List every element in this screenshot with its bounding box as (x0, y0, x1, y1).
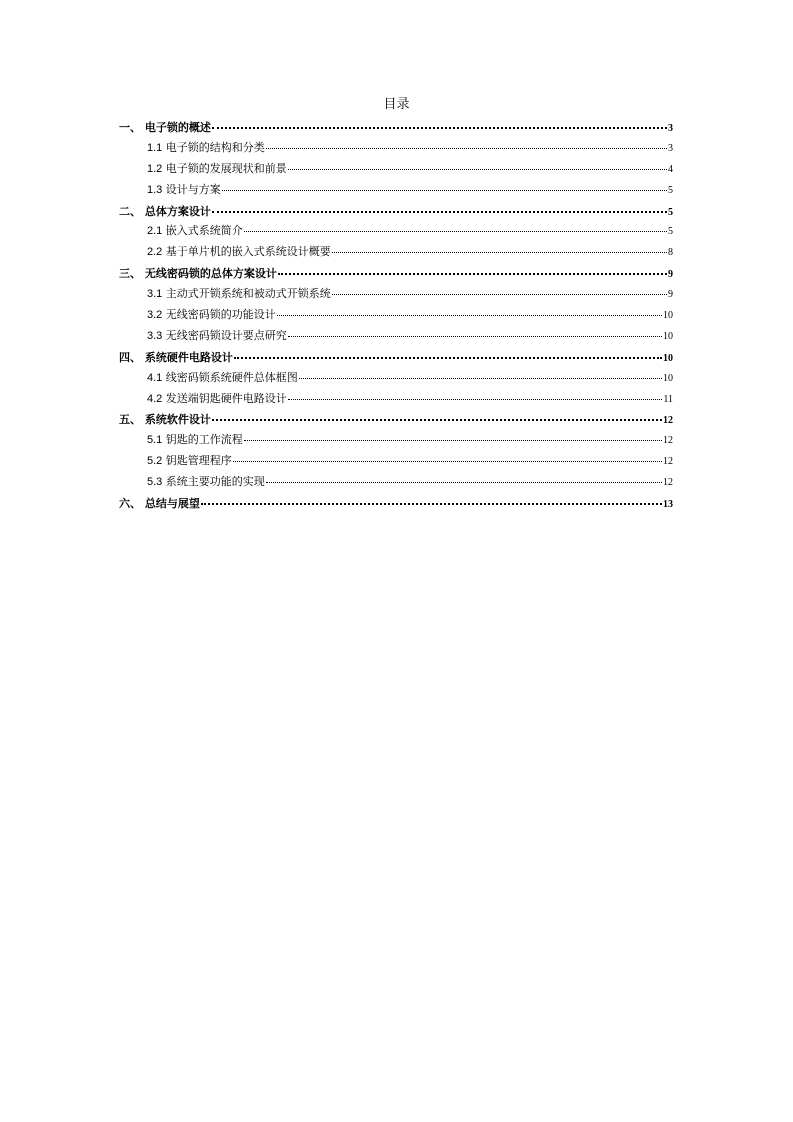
toc-entry-label (147, 391, 287, 407)
toc-leader-dots (332, 241, 667, 253)
toc-page-number: 10 (663, 372, 673, 384)
toc-entry-text: 六、 总结与展望 (119, 497, 200, 511)
toc-leader-dots (244, 220, 667, 232)
toc-page-number: 3 (668, 123, 673, 134)
toc-page-number: 10 (663, 310, 673, 322)
toc-section-entry[interactable] (119, 390, 673, 411)
toc-chapter-entry[interactable] (119, 494, 673, 515)
toc-entry-label (147, 286, 331, 302)
toc-leader-dots (212, 200, 667, 213)
toc-entry-text: 电子锁的结构和分类 (162, 140, 265, 154)
toc-section-number: 1.2 (147, 162, 163, 175)
toc-chapter-entry[interactable] (119, 348, 673, 369)
toc-entry-text: 嵌入式系统简介 (162, 224, 243, 238)
toc-page-number: 12 (663, 477, 673, 489)
toc-chapter-entry[interactable] (119, 410, 673, 431)
toc-chapter-entry[interactable] (119, 202, 673, 223)
toc-section-entry[interactable] (119, 369, 673, 390)
toc-section-number: 1.3 (147, 183, 163, 196)
toc-page-number: 5 (668, 184, 673, 196)
toc-leader-dots (266, 471, 662, 483)
toc-section-number: 5.1 (147, 434, 163, 447)
toc-page-number: 4 (668, 163, 673, 175)
toc-page-number: 9 (668, 289, 673, 301)
toc-section-number: 3.3 (147, 329, 163, 342)
toc-section-number: 2.1 (147, 225, 163, 238)
toc-entry-text: 钥匙的工作流程 (162, 433, 243, 447)
toc-section-entry[interactable] (119, 139, 673, 160)
toc-entry-text: 线密码锁系统硬件总体框图 (162, 370, 298, 384)
toc-leader-dots (201, 492, 662, 505)
table-of-contents (119, 118, 673, 515)
toc-leader-dots (332, 283, 667, 295)
toc-page-number: 8 (668, 247, 673, 259)
toc-section-number: 1.1 (147, 141, 163, 154)
toc-section-entry[interactable] (119, 431, 673, 452)
toc-chapter-entry[interactable] (119, 118, 673, 139)
toc-entry-label (147, 432, 243, 448)
toc-section-number: 2.2 (147, 246, 163, 259)
toc-leader-dots (266, 137, 667, 149)
toc-leader-dots (288, 388, 663, 400)
toc-section-entry[interactable] (119, 452, 673, 473)
toc-entry-text: 系统主要功能的实现 (162, 475, 265, 489)
toc-entry-text: 钥匙管理程序 (162, 454, 232, 468)
toc-section-entry[interactable] (119, 285, 673, 306)
toc-entry-text: 三、 无线密码锁的总体方案设计 (119, 267, 277, 281)
toc-entry-text: 无线密码锁设计要点研究 (162, 328, 287, 342)
toc-page-number: 5 (668, 206, 673, 218)
toc-section-entry[interactable] (119, 160, 673, 181)
toc-entry-label (147, 161, 287, 177)
toc-page-number: 12 (663, 456, 673, 468)
toc-entry-label (147, 307, 276, 323)
toc-leader-dots (212, 408, 662, 421)
toc-page-number: 9 (668, 269, 673, 281)
toc-section-number: 3.1 (147, 288, 163, 301)
toc-entry-text: 发送端钥匙硬件电路设计 (162, 391, 287, 405)
toc-section-entry[interactable] (119, 181, 673, 202)
toc-entry-text: 一、 电子锁的概述 (119, 121, 211, 134)
toc-page-number: 3 (668, 142, 673, 154)
toc-entry-label (119, 350, 233, 366)
toc-section-entry[interactable] (119, 243, 673, 264)
toc-section-number: 5.3 (147, 476, 163, 489)
toc-section-entry[interactable] (119, 473, 673, 494)
toc-entry-label (119, 120, 211, 136)
toc-entry-label (119, 204, 211, 220)
toc-entry-label (147, 244, 331, 260)
toc-section-entry[interactable] (119, 327, 673, 348)
toc-entry-label (119, 412, 211, 428)
toc-title: 目录 (383, 97, 410, 112)
toc-entry-text: 设计与方案 (162, 182, 221, 196)
toc-leader-dots (234, 346, 662, 359)
toc-leader-dots (288, 325, 662, 337)
toc-entry-label (147, 140, 265, 156)
toc-entry-label (147, 223, 243, 239)
toc-section-number: 4.1 (147, 371, 163, 384)
toc-page-number: 10 (663, 352, 673, 364)
toc-page-number: 12 (663, 435, 673, 447)
toc-page-number: 11 (663, 393, 673, 405)
toc-entry-text: 二、 总体方案设计 (119, 204, 211, 218)
toc-entry-text: 电子锁的发展现状和前景 (162, 161, 287, 175)
toc-page-number: 5 (668, 226, 673, 238)
toc-leader-dots (288, 158, 667, 170)
toc-entry-text: 五、 系统软件设计 (119, 413, 211, 427)
toc-leader-dots (277, 304, 662, 316)
toc-page-number: 10 (663, 330, 673, 342)
toc-leader-dots (212, 116, 667, 129)
toc-entry-label (119, 266, 277, 282)
toc-leader-dots (233, 450, 662, 462)
toc-section-entry[interactable] (119, 222, 673, 243)
toc-leader-dots (244, 429, 662, 441)
toc-entry-text: 四、 系统硬件电路设计 (119, 350, 233, 364)
toc-section-number: 4.2 (147, 392, 163, 405)
toc-section-number: 5.2 (147, 455, 163, 468)
toc-page-number: 12 (663, 415, 673, 427)
toc-entry-label (147, 370, 298, 386)
toc-entry-label (119, 496, 200, 512)
toc-chapter-entry[interactable] (119, 264, 673, 285)
toc-entry-text: 基于单片机的嵌入式系统设计概要 (162, 245, 331, 259)
toc-entry-label (147, 453, 232, 469)
toc-entry-label (147, 182, 221, 198)
toc-leader-dots (299, 367, 662, 379)
toc-entry-text: 主动式开锁系统和被动式开锁系统 (162, 287, 331, 301)
toc-leader-dots (222, 179, 667, 191)
toc-leader-dots (278, 262, 667, 275)
toc-entry-label (147, 328, 287, 344)
toc-section-entry[interactable] (119, 306, 673, 327)
toc-section-number: 3.2 (147, 309, 163, 322)
toc-entry-label (147, 474, 265, 490)
toc-page-number: 13 (663, 499, 673, 511)
toc-entry-text: 无线密码锁的功能设计 (162, 308, 276, 322)
